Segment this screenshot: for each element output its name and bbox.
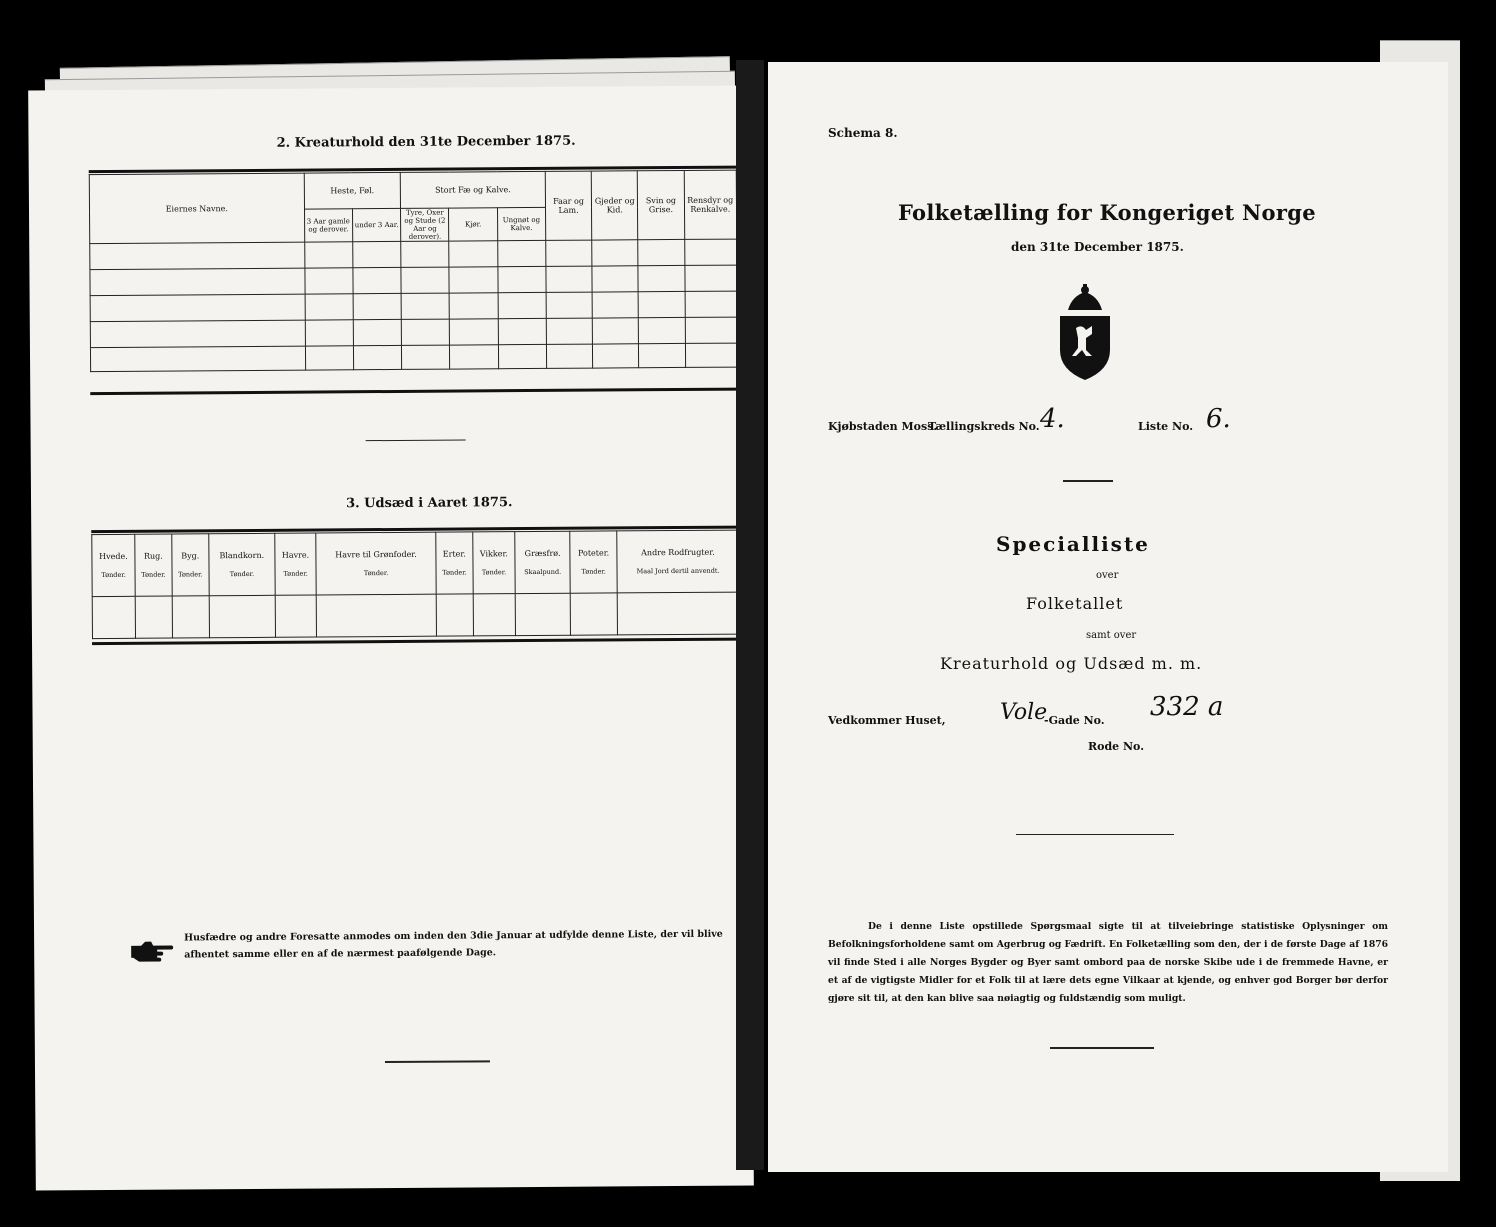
seed-column-unit: Tønder.: [283, 569, 308, 578]
schema-label: Schema 8.: [828, 126, 898, 140]
divider: [1063, 480, 1113, 482]
seed-cell: [570, 593, 617, 635]
seed-column-unit: Tønder.: [363, 569, 389, 578]
folketallet-text: Folketallet: [1026, 594, 1124, 613]
cattle-sub1: Tyre, Oxer og Stude (2 Aar og derover).: [401, 208, 449, 241]
notice-text: Husfædre og andre Foresatte anmodes om inden den 3die Januar at udfylde denne Liste, der vil blive afhentet samme eller en af de nærmest paafølgende Dage.: [184, 928, 723, 961]
seed-column-header: [172, 534, 209, 596]
book-spine: [736, 60, 764, 1170]
seed-column-header: [275, 533, 317, 595]
horses-header: Heste, Føl.: [304, 172, 401, 209]
seed-column-name: Vikker.: [479, 549, 508, 559]
seed-column-unit: Tønder.: [442, 568, 467, 577]
seed-column-name: Hvede.: [99, 551, 128, 562]
list-label: Liste No.: [1138, 420, 1194, 433]
house-number: 332 a: [1150, 692, 1224, 722]
pigs-header: Svin og Grise.: [638, 170, 685, 239]
info-paragraph: De i denne Liste opstillede Spørgsmaal sigte til at tilveiebringe statistiske Oplysninger om Befolkningsforholdene samt om Agerbrug og Fædrift. En Folketælling som den, der i de første Dage af 1876 vil finde Sted i alle Norges Bygder og Byer samt ombord paa de norske Skibe ude i de fremmede Havne, er et af de vigtigste Midler for et Folk til at lære dets egne Vilkaar at kjende, og enhver god Borger bør derfor gjøre sit til, at den kan blive saa nøiagtig og fuldstændig som muligt.: [828, 921, 1388, 1004]
seed-table: [91, 530, 740, 640]
seed-cell: [617, 592, 739, 635]
gade-label: -Gade No.: [1044, 714, 1105, 727]
seed-column-header: [209, 533, 276, 595]
right-page: [768, 62, 1448, 1172]
town-label: Kjøbstaden Moss.: [828, 420, 938, 433]
section3-title: 3. Udsæd i Aaret 1875.: [346, 495, 513, 512]
seed-column-unit: Tønder.: [581, 567, 606, 576]
seed-column-name: Blandkorn.: [219, 550, 265, 561]
seed-column-unit: Tønder.: [101, 570, 126, 580]
cattle-header: Stort Fæ og Kalve.: [400, 171, 545, 208]
seed-column-name: Andre Rodfrugter.: [641, 547, 715, 558]
seed-column-header: [135, 534, 172, 596]
reindeer-header: Rensdyr og Renkalve.: [684, 170, 737, 239]
horses-sub1: 3 Aar gamle og derover.: [304, 209, 352, 242]
seed-column-unit: Tønder.: [481, 568, 507, 577]
special-title: Specialliste: [996, 532, 1150, 556]
seed-column-name: Havre til Grønfoder.: [335, 549, 417, 560]
seed-table-bottom-rule: [92, 638, 740, 646]
seed-column-header: [473, 532, 516, 594]
animals-table: [89, 170, 738, 373]
divider: [1016, 834, 1174, 835]
seed-column-name: Poteter.: [577, 548, 610, 558]
seed-column-name: Havre.: [281, 550, 310, 560]
seed-cell: [92, 596, 135, 638]
cattle-sub2: Kjør.: [449, 208, 497, 241]
cattle-sub3: Ungnøt og Kalve.: [497, 207, 545, 240]
pointing-hand-icon: [129, 940, 175, 962]
seed-cell: [135, 596, 172, 638]
table-row: [92, 592, 739, 639]
seed-column-header: [617, 530, 739, 593]
seed-column-header: [436, 532, 473, 594]
main-title: Folketælling for Kongeriget Norge: [898, 200, 1316, 225]
seed-column-unit: Tønder.: [178, 570, 203, 579]
seed-column-unit: Maal Jord dertil anvendt.: [636, 566, 720, 576]
left-page: [28, 86, 754, 1191]
seed-column-unit: Tønder.: [141, 570, 166, 579]
seed-cell: [172, 596, 209, 638]
seed-cell: [209, 595, 276, 637]
seed-cell: [436, 594, 473, 636]
seed-column-name: Græsfrø.: [524, 548, 561, 559]
house-label: Vedkommer Huset,: [828, 714, 946, 727]
coat-of-arms-icon: [1056, 282, 1114, 382]
seed-column-header: [316, 532, 436, 595]
section2-title: 2. Kreaturhold den 31te December 1875.: [276, 133, 576, 151]
over-text: over: [1096, 570, 1119, 581]
seed-column-unit: Skaalpund.: [524, 567, 562, 577]
seed-cell: [515, 593, 570, 635]
samt-over-text: samt over: [1086, 630, 1137, 641]
kreatur-line: Kreaturhold og Udsæd m. m.: [940, 654, 1203, 673]
seed-column-unit: Tønder.: [229, 569, 255, 579]
seed-cell: [473, 594, 516, 636]
divider: [1050, 1047, 1154, 1049]
divider: [366, 439, 466, 441]
table-bottom-rule: [90, 388, 738, 396]
district-value: 4.: [1040, 404, 1065, 434]
seed-column-name: Erter.: [442, 549, 466, 559]
seed-column-name: Byg.: [181, 551, 200, 561]
rode-label: Rode No.: [1088, 740, 1145, 753]
seed-cell: [316, 594, 436, 637]
list-value: 6.: [1206, 404, 1231, 434]
table-row: [90, 343, 737, 372]
seed-column-header: [515, 531, 571, 593]
seed-column-header: [570, 531, 617, 593]
seed-column-name: Rug.: [143, 551, 163, 561]
street-value: Vole: [1000, 700, 1048, 725]
date-line: den 31te December 1875.: [1011, 240, 1184, 254]
owner-header: Eiernes Navne.: [89, 173, 304, 243]
district-label: Tællingskreds No.: [928, 420, 1040, 433]
seed-cell: [275, 595, 316, 637]
goats-header: Gjeder og Kid.: [591, 171, 638, 240]
horses-sub2: under 3 Aar.: [352, 208, 400, 241]
divider: [385, 1060, 490, 1063]
seed-column-header: [92, 534, 135, 596]
sheep-header: Faar og Lam.: [545, 171, 592, 240]
